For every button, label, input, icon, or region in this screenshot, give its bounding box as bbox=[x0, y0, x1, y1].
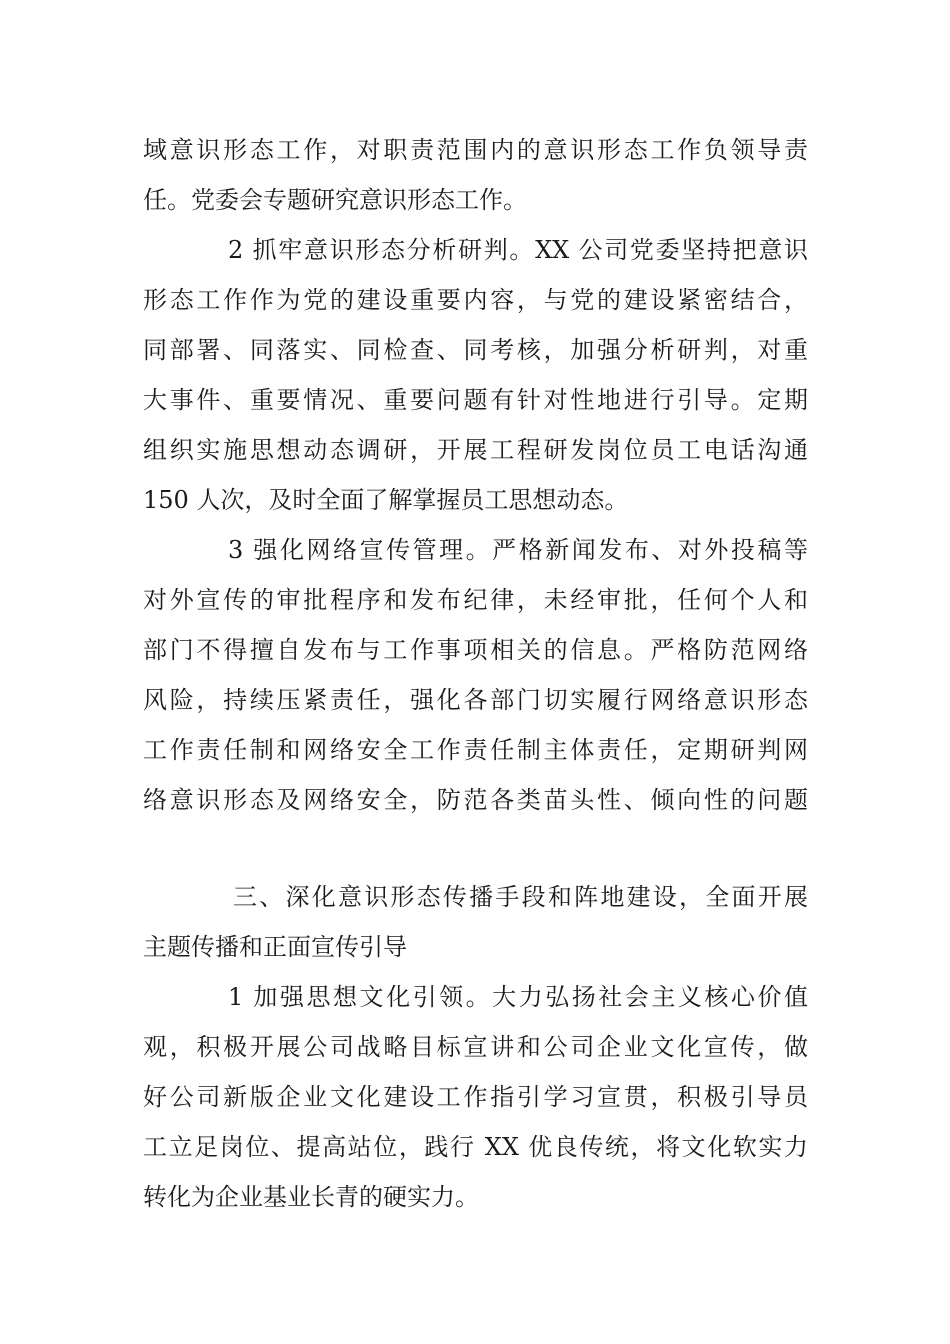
paragraph-line: 转化为企业基业长青的硬实力。 bbox=[143, 1183, 479, 1211]
paragraph-line: 部门不得擅自发布与工作事项相关的信息。严格防范网络 bbox=[143, 636, 808, 664]
paragraph-line: 络意识形态及网络安全，防范各类苗头性、倾向性的问题 bbox=[143, 786, 808, 814]
section-heading: 三、深化意识形态传播手段和阵地建设，全面开展 bbox=[233, 883, 808, 911]
paragraph-line: 观，积极开展公司战略目标宣讲和公司企业文化宣传，做 bbox=[143, 1033, 808, 1061]
paragraph-line: 域意识形态工作，对职责范围内的意识形态工作负领导责 bbox=[143, 136, 808, 164]
paragraph-line: 形态工作作为党的建设重要内容，与党的建设紧密结合， bbox=[143, 286, 808, 314]
paragraph-first-line: 3 强化网络宣传管理。严格新闻发布、对外投稿等 bbox=[228, 536, 808, 564]
paragraph-line: 工立足岗位、提高站位，践行 XX 优良传统，将文化软实力 bbox=[143, 1133, 808, 1161]
paragraph-line: 同部署、同落实、同检查、同考核，加强分析研判，对重 bbox=[143, 336, 808, 364]
paragraph-line: 对外宣传的审批程序和发布纪律，未经审批，任何个人和 bbox=[143, 586, 808, 614]
paragraph-first-line: 1 加强思想文化引领。大力弘扬社会主义核心价值 bbox=[228, 983, 808, 1011]
paragraph-line: 组织实施思想动态调研，开展工程研发岗位员工电话沟通 bbox=[143, 436, 808, 464]
paragraph-line: 风险，持续压紧责任，强化各部门切实履行网络意识形态 bbox=[143, 686, 808, 714]
section-heading-line: 主题传播和正面宣传引导 bbox=[143, 933, 407, 961]
paragraph-line: 150 人次，及时全面了解掌握员工思想动态。 bbox=[143, 486, 629, 514]
paragraph-line: 大事件、重要情况、重要问题有针对性地进行引导。定期 bbox=[143, 386, 808, 414]
paragraph-first-line: 2 抓牢意识形态分析研判。XX 公司党委坚持把意识 bbox=[228, 236, 808, 264]
paragraph-line: 好公司新版企业文化建设工作指引学习宣贯，积极引导员 bbox=[143, 1083, 808, 1111]
paragraph-line: 工作责任制和网络安全工作责任制主体责任，定期研判网 bbox=[143, 736, 808, 764]
paragraph-line: 任。党委会专题研究意识形态工作。 bbox=[143, 186, 527, 214]
